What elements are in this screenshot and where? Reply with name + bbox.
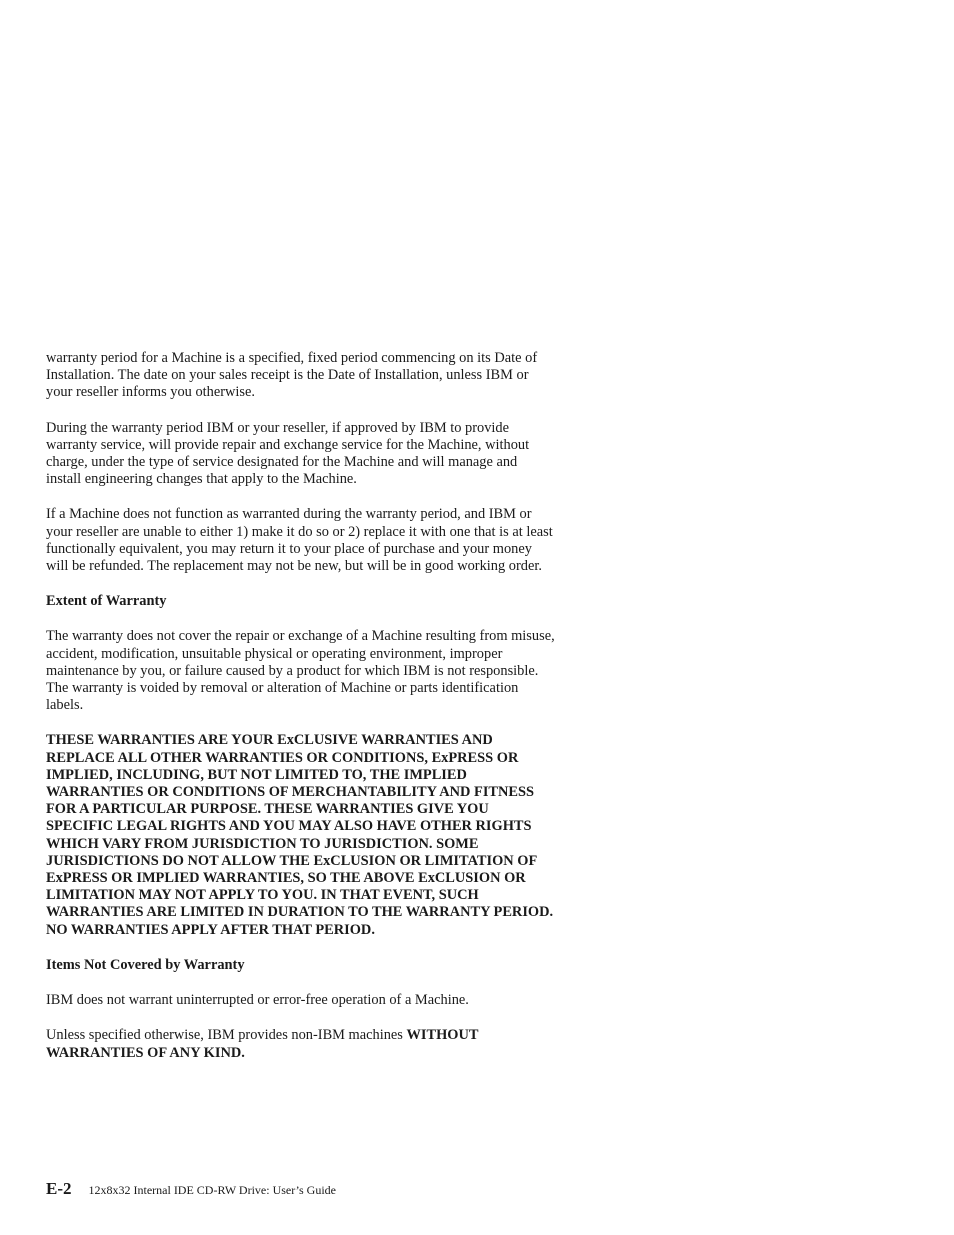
page-number: E-2 [46, 1179, 72, 1198]
without-warranties-text: WITHOUT WARRANTIES OF ANY KIND. [46, 1027, 479, 1061]
uninterrupted-operation-paragraph: IBM does not warrant uninterrupted or error-free operation of a Machine. [46, 992, 469, 1009]
non-ibm-machines-paragraph [46, 1027, 556, 1061]
disclaimer-paragraph: THESE WARRANTIES ARE YOUR ExCLUSIVE WARRANTIES AND REPLACE ALL OTHER WARRANTIES OR CONDITIONS, ExPRESS OR IMPLIED, INCLUDING, BUT NOT LIMITED TO, THE IMPLIED WARRANTIES OR CONDITIONS OF MERCHANTABILITY AND FITNESS FOR A PARTICULAR PURPOSE. THESE WARRANTIES GIVE YOU SPECIFIC LEGAL RIGHTS AND YOU MAY ALSO HAVE OTHER RIGHTS WHICH VARY FROM JURISDICTION TO JURISDICTION. SOME JURISDICTIONS DO NOT ALLOW THE ExCLUSION OR LIMITATION OF ExPRESS OR IMPLIED WARRANTIES, SO THE ABOVE ExCLUSION OR LIMITATION MAY NOT APPLY TO YOU. IN THAT EVENT, SUCH WARRANTIES ARE LIMITED IN DURATION TO THE WARRANTY PERIOD. NO WARRANTIES APPLY AFTER THAT PERIOD. [46, 732, 554, 938]
refund-paragraph: If a Machine does not function as warranted during the warranty period, and IBM or your reseller are unable to either 1) make it do so or 2) replace it with one that is at least functionally equivalent, you may return it to your place of purchase and your money will be refunded. The replacement may not be new, but will be in good working order. [46, 506, 553, 575]
book-title: 12x8x32 Internal IDE CD-RW Drive: User’s Guide [88, 1183, 337, 1197]
items-not-covered-heading: Items Not Covered by Warranty [46, 956, 245, 973]
warranty-service-paragraph: During the warranty period IBM or your reseller, if approved by IBM to provide warranty service, will provide repair and exchange service for the Machine, without charge, under the type of service designated for the Machine and will manage and install engineering changes that apply to the Machine. [46, 419, 530, 488]
page-footer [46, 1179, 336, 1199]
warranty-period-paragraph: warranty period for a Machine is a specified, fixed period commencing on its Date of Installation. The date on your sales receipt is the Date of Installation, unless IBM or your reseller informs you otherwise. [46, 350, 538, 401]
non-ibm-machines-text: Unless specified otherwise, IBM provides non-IBM machines [46, 1027, 407, 1044]
extent-paragraph: The warranty does not cover the repair or exchange of a Machine resulting from misuse, accident, modification, unsuitable physical or operating environment, improper maintenance by you, or failure caused by a product for which IBM is not responsible. The warranty is voided by removal or alteration of Machine or parts identification labels. [46, 628, 555, 714]
extent-of-warranty-heading: Extent of Warranty [46, 593, 167, 610]
document-body [46, 350, 556, 1080]
